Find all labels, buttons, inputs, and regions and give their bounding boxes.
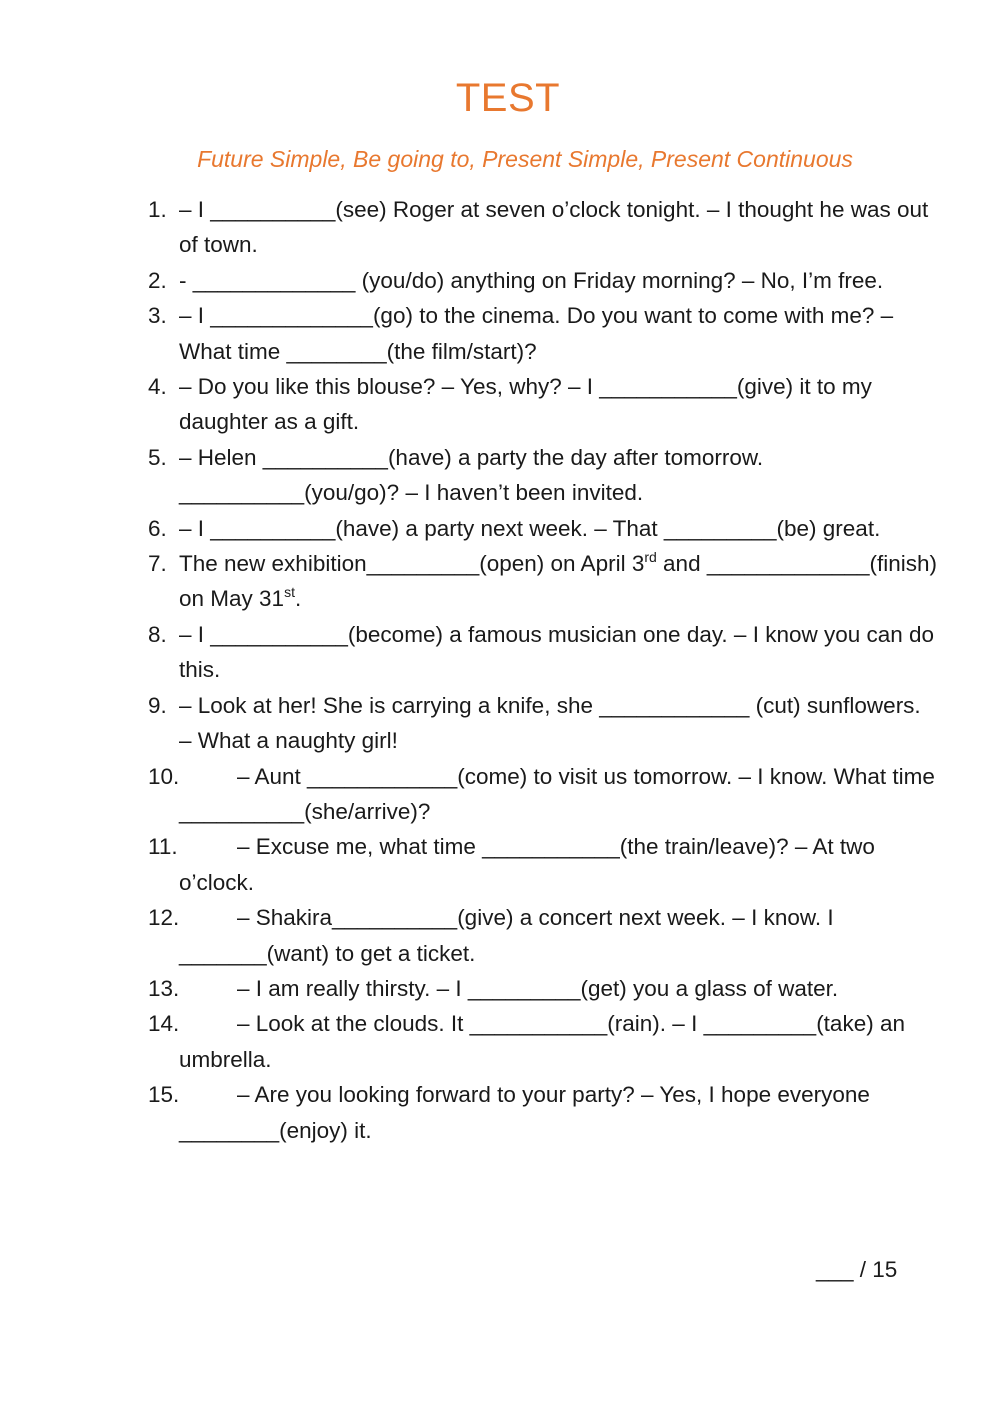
question-text-part: . <box>294 586 302 612</box>
question-text-part: The new exhibition_________(open) on April 3 <box>179 551 645 577</box>
question-item <box>148 298 938 369</box>
question-text: – Do you like this blouse? – Yes, why? – I ___________(give) it to my daughter as a gift. <box>179 374 872 435</box>
question-text: – Shakira__________(give) a concert next week. – I know. I _______(want) to get a ticket. <box>179 905 834 966</box>
page-title: TEST <box>455 76 561 120</box>
question-item <box>148 440 938 511</box>
score-field: ___ / 15 <box>816 1257 898 1282</box>
question-number: 1. <box>148 197 167 222</box>
question-item <box>148 688 938 759</box>
question-text: – I ___________(become) a famous musician one day. – I know you can do this. <box>179 621 935 683</box>
question-number: 11. <box>148 834 178 860</box>
question-item <box>148 546 938 617</box>
question-text: – Look at the clouds. It ___________(rain). – I _________(take) an umbrella. <box>179 1011 905 1072</box>
question-item <box>148 971 938 1006</box>
question-text: – Are you looking forward to your party? – Yes, I hope everyone ________(enjoy) it. <box>179 1082 870 1143</box>
question-item <box>148 511 938 546</box>
question-text: – Aunt ____________(come) to visit us tomorrow. – I know. What time __________(she/arrive)? <box>179 763 935 824</box>
question-item <box>148 369 938 440</box>
question-text: – Helen __________(have) a party the day after tomorrow. __________(you/go)? – I haven’t been invited. <box>179 444 764 506</box>
ordinal-suffix: st <box>284 584 295 601</box>
question-item <box>148 617 938 688</box>
question-item <box>148 1077 938 1148</box>
question-number: 13. <box>148 975 180 1001</box>
question-item <box>148 829 938 900</box>
page-subtitle: Future Simple, Be going to, Present Simple, Present Continuous <box>197 146 853 172</box>
question-number: 7. <box>148 551 167 577</box>
question-text: – I __________(have) a party next week. – That _________(be) great. <box>179 515 881 541</box>
question-number: 10. <box>148 763 180 789</box>
question-item <box>148 1006 938 1077</box>
question-number: 15. <box>148 1082 180 1108</box>
question-number: 2. <box>148 267 167 293</box>
question-number: 6. <box>148 515 167 541</box>
question-text <box>179 551 937 611</box>
question-text: – Excuse me, what time ___________(the train/leave)? – At two o’clock. <box>179 834 875 895</box>
ordinal-suffix: rd <box>644 549 657 566</box>
question-item <box>148 192 938 263</box>
question-number: 3. <box>148 303 167 329</box>
question-text: – I _____________(go) to the cinema. Do you want to come with me? – What time ________(the film/start)? <box>179 303 894 364</box>
question-list <box>148 192 938 1148</box>
question-number: 8. <box>148 621 167 647</box>
question-number: 5. <box>148 444 167 470</box>
question-number: 14. <box>148 1011 180 1037</box>
question-text: – Look at her! She is carrying a knife, she ____________ (cut) sunflowers. – What a naughty girl! <box>179 692 921 754</box>
question-number: 4. <box>148 374 167 400</box>
question-text: - _____________ (you/do) anything on Friday morning? – No, I’m free. <box>179 267 884 293</box>
question-item <box>148 263 938 298</box>
question-text-part: and _____________(finish) on May 31 <box>179 551 938 612</box>
question-text: – I __________(see) Roger at seven o’clock tonight. – I thought he was out of town. <box>179 197 929 258</box>
question-number: 12. <box>148 905 180 931</box>
question-text: – I am really thirsty. – I _________(get) you a glass of water. <box>237 975 839 1001</box>
question-item <box>148 900 938 971</box>
question-number: 9. <box>148 692 167 718</box>
question-item <box>148 759 938 830</box>
